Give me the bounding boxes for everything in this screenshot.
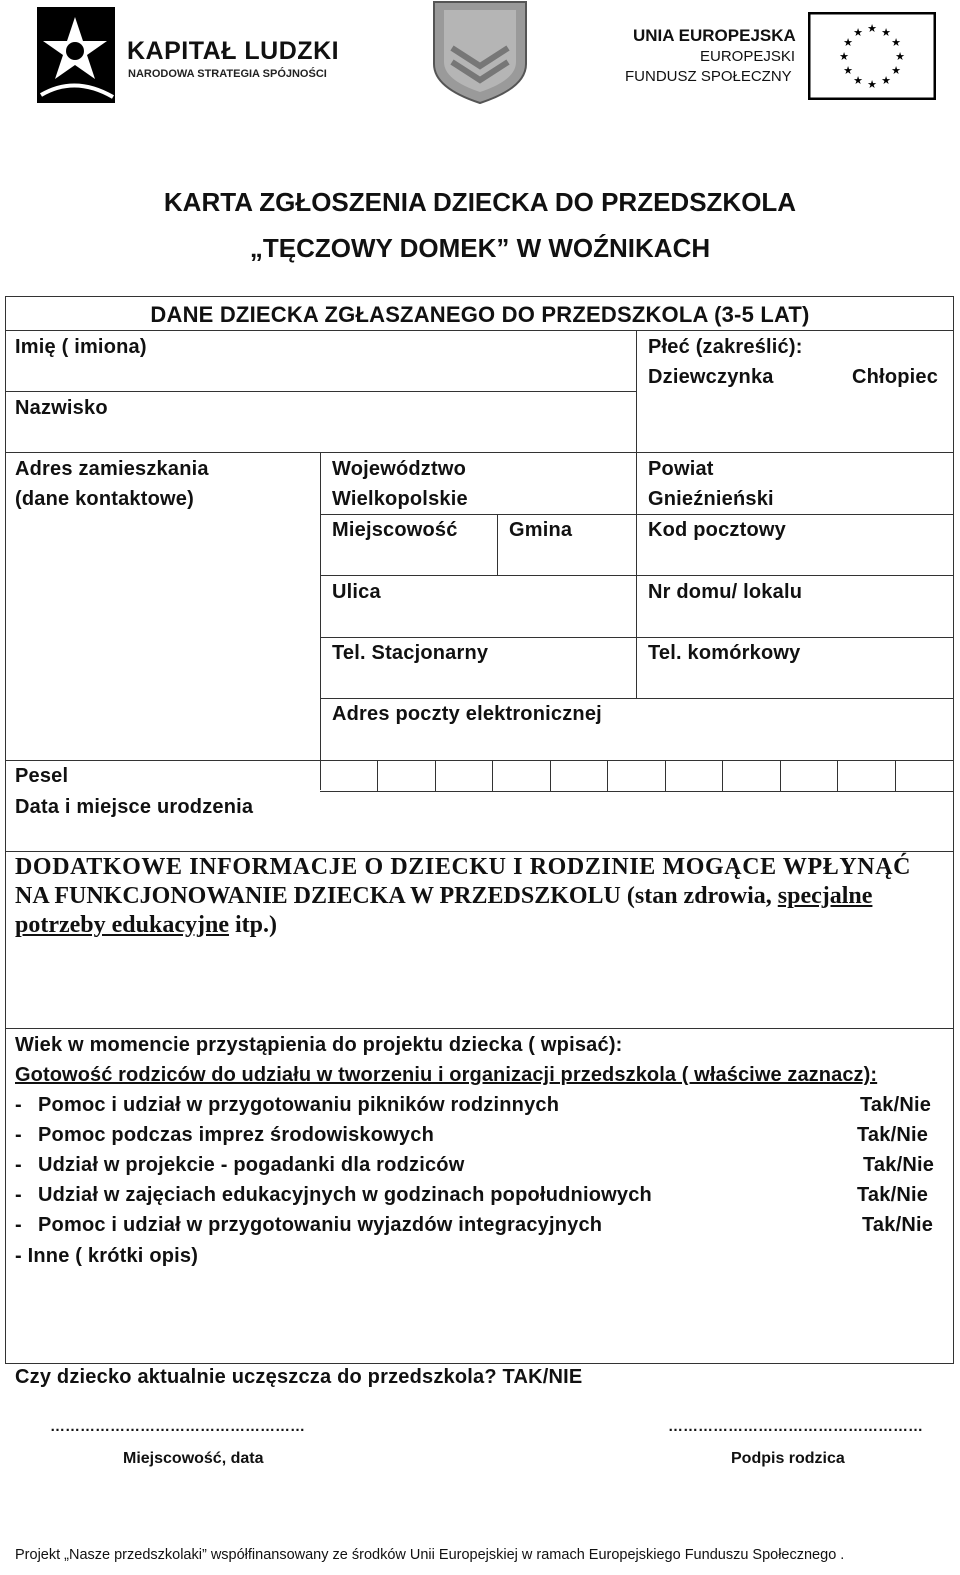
- form-title-line1: KARTA ZGŁOSZENIA DZIECKA DO PRZEDSZKOLA: [163, 187, 797, 217]
- divider: [5, 851, 954, 852]
- value-county: Gnieźnieński: [648, 488, 774, 510]
- additional-info-line1: DODATKOWE INFORMACJE O DZIECKU I RODZINIE MOGĄCE WPŁYNĄĆ: [15, 854, 912, 880]
- label-email: Adres poczty elektronicznej: [332, 703, 602, 725]
- label-landline: Tel. Stacjonarny: [332, 642, 489, 664]
- svg-text:★: ★: [867, 22, 877, 35]
- pesel-digit-cell[interactable]: [377, 760, 434, 791]
- label-address: Adres zamieszkania: [15, 458, 209, 480]
- yes-no-choice[interactable]: Tak/Nie: [857, 1184, 929, 1206]
- yes-no-choice[interactable]: Tak/Nie: [860, 1094, 932, 1116]
- label-last-name: Nazwisko: [15, 397, 108, 419]
- svg-text:★: ★: [853, 74, 863, 87]
- form-title-line2: „TĘCZOWY DOMEK” W WOŹNIKACH: [249, 233, 711, 263]
- additional-info-etc: itp.): [228, 912, 277, 938]
- svg-text:★: ★: [895, 50, 905, 63]
- additional-info-special: specjalne: [777, 883, 873, 909]
- divider: [320, 452, 321, 790]
- label-voivodeship: Województwo: [332, 458, 467, 480]
- value-voivodeship: Wielkopolskie: [332, 488, 468, 510]
- divider: [636, 330, 637, 452]
- svg-text:★: ★: [867, 78, 877, 91]
- logo-right-line2: EUROPEJSKI: [700, 48, 796, 65]
- question-current-attendance: Czy dziecko aktualnie uczęszcza do przedszkola? TAK/NIE: [15, 1366, 583, 1388]
- dots-parent-signature: ……………………………………………: [668, 1418, 923, 1435]
- yes-no-choice[interactable]: Tak/Nie: [862, 1214, 934, 1236]
- dots-place-date: ……………………………………………: [50, 1418, 305, 1435]
- svg-text:★: ★: [881, 26, 891, 39]
- pesel-digit-cell[interactable]: [607, 760, 664, 791]
- divider: [320, 637, 954, 638]
- label-parent-signature: Podpis rodzica: [731, 1450, 845, 1467]
- logo-kapital-ludzki: [35, 5, 350, 105]
- label-street: Ulica: [332, 581, 381, 603]
- pesel-digit-cell[interactable]: [492, 760, 549, 791]
- label-mobile: Tel. komórkowy: [648, 642, 801, 664]
- divider: [497, 514, 498, 575]
- additional-info-line2: [15, 882, 942, 911]
- svg-text:★: ★: [839, 50, 849, 63]
- divider: [320, 791, 954, 792]
- list-dash: -: [15, 1214, 22, 1236]
- list-item-text: Pomoc i udział w przygotowaniu pikników rodzinnych: [38, 1094, 560, 1116]
- list-item-text: Pomoc podczas imprez środowiskowych: [38, 1124, 434, 1146]
- kapital-ludzki-star-icon: [35, 5, 117, 105]
- label-pesel: Pesel: [15, 765, 69, 787]
- label-parents-readiness: Gotowość rodziców do udziału w tworzeniu i organizacji przedszkola ( właściwe zaznacz):: [15, 1064, 878, 1086]
- svg-text:★: ★: [881, 74, 891, 87]
- pesel-digit-cell[interactable]: [780, 760, 837, 791]
- label-place-date: Miejscowość, data: [123, 1450, 264, 1467]
- label-commune: Gmina: [509, 519, 573, 541]
- pesel-digit-cell[interactable]: [550, 760, 607, 791]
- logo-unia-europejska: [620, 10, 940, 105]
- svg-text:★: ★: [891, 36, 901, 49]
- pesel-digit-cell[interactable]: [320, 760, 377, 791]
- divider: [5, 452, 954, 453]
- svg-text:★: ★: [843, 36, 853, 49]
- list-item-text: Pomoc i udział w przygotowaniu wyjazdów integracyjnych: [38, 1214, 603, 1236]
- label-contact-data: (dane kontaktowe): [15, 488, 194, 510]
- additional-info-line3: [15, 911, 942, 940]
- option-girl[interactable]: Dziewczynka: [648, 366, 774, 388]
- label-gender: Płeć (zakreślić):: [648, 336, 803, 358]
- label-first-name: Imię ( imiona): [15, 336, 147, 358]
- additional-info-needs: potrzeby edukacyjne: [15, 912, 229, 938]
- option-boy[interactable]: Chłopiec: [852, 366, 939, 388]
- list-dash: -: [15, 1184, 22, 1206]
- divider: [5, 330, 954, 331]
- list-dash: -: [15, 1154, 22, 1176]
- divider: [320, 698, 954, 699]
- divider: [320, 514, 954, 515]
- label-town: Miejscowość: [332, 519, 458, 541]
- list-dash: -: [15, 1124, 22, 1146]
- coat-of-arms-icon: [430, 0, 530, 105]
- pesel-digit-cell[interactable]: [435, 760, 492, 791]
- divider: [636, 452, 637, 698]
- pesel-digit-cell[interactable]: [665, 760, 722, 791]
- section-heading-child-data: DANE DZIECKA ZGŁASZANEGO DO PRZEDSZKOLA (3-5 LAT): [150, 302, 810, 327]
- svg-text:★: ★: [843, 64, 853, 77]
- label-birth-date-place: Data i miejsce urodzenia: [15, 796, 254, 818]
- list-item-text: Udział w zajęciach edukacyjnych w godzinach popołudniowych: [38, 1184, 652, 1206]
- divider: [5, 391, 637, 392]
- footer-note: Projekt „Nasze przedszkolaki” współfinansowany ze środków Unii Europejskiej w ramach Europejskiego Funduszu Społecznego .: [15, 1547, 845, 1563]
- pesel-digit-cell[interactable]: [722, 760, 779, 791]
- yes-no-choice[interactable]: Tak/Nie: [863, 1154, 935, 1176]
- divider: [5, 1028, 954, 1029]
- label-age-at-entry: Wiek w momencie przystąpienia do projektu dziecka ( wpisać):: [15, 1034, 623, 1056]
- additional-info-line2-text: NA FUNKCJONOWANIE DZIECKA W PRZEDSZKOLU (stan zdrowia,: [15, 883, 778, 909]
- logo-right-line1: UNIA EUROPEJSKA: [633, 26, 796, 45]
- additional-info-heading: [15, 853, 942, 940]
- label-postal-code: Kod pocztowy: [648, 519, 786, 541]
- label-other: - Inne ( krótki opis): [15, 1245, 199, 1267]
- logo-left-line1: KAPITAŁ LUDZKI: [127, 37, 340, 65]
- yes-no-choice[interactable]: Tak/Nie: [857, 1124, 929, 1146]
- list-item-text: Udział w projekcie - pogadanki dla rodziców: [38, 1154, 465, 1176]
- logo-left-line2: NARODOWA STRATEGIA SPÓJNOŚCI: [128, 68, 327, 80]
- logo-right-line3: FUNDUSZ SPOŁECZNY: [625, 68, 792, 85]
- pesel-digit-cell[interactable]: [895, 760, 952, 791]
- eu-flag-icon: [808, 12, 936, 100]
- svg-text:★: ★: [891, 64, 901, 77]
- label-county: Powiat: [648, 458, 714, 480]
- pesel-digit-cell[interactable]: [837, 760, 894, 791]
- label-house-number: Nr domu/ lokalu: [648, 581, 803, 603]
- svg-text:★: ★: [853, 26, 863, 39]
- divider: [320, 575, 954, 576]
- list-dash: -: [15, 1094, 22, 1116]
